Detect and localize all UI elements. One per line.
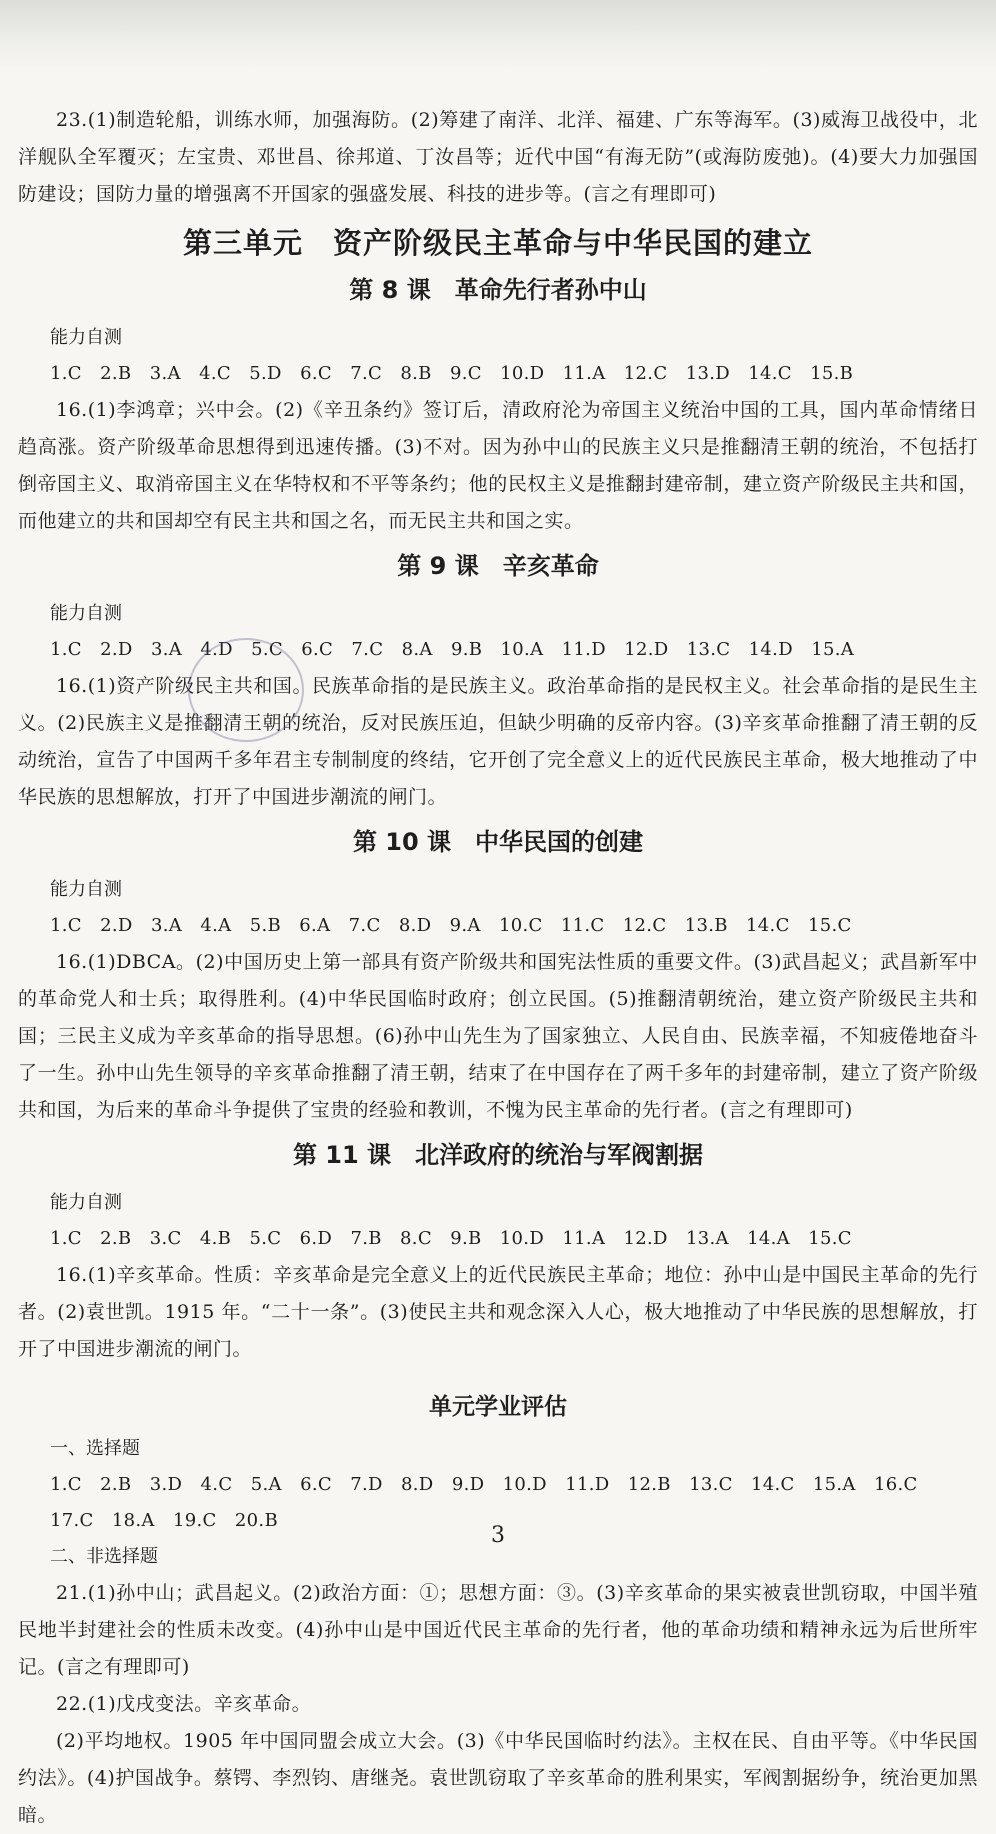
answer-22-part-1: 22.(1)戊戌变法。辛亥革命。 [56, 1693, 312, 1715]
part-one-label: 一、选择题 [50, 1438, 140, 1459]
lesson-10 [18, 820, 978, 1129]
answer-16: 16.(1)辛亥革命。性质：辛亥革命是完全意义上的近代民族民主革命；地位：孙中山是中国民主革命的先行者。(2)袁世凯。1915 年。“二十一条”。(3)使民主共和观念深入人心，极大地推动了中华民族的思想解放，打开了中国进步潮流的闸门。 [18, 1264, 978, 1360]
multiple-choice-answers: 1.C 2.D 3.A 4.A 5.B 6.A 7.C 8.D 9.A 10.C 11.C 12.C 13.B 14.C 15.C [50, 915, 852, 936]
lesson-11 [18, 1133, 978, 1368]
multiple-choice-answers: 1.C 2.B 3.A 4.C 5.D 6.C 7.C 8.B 9.C 10.D 11.A 12.C 13.D 14.C 15.B [50, 363, 854, 384]
unit-evaluation [18, 1388, 978, 1834]
section-label: 能力自测 [50, 879, 122, 900]
answer-23: 23.(1)制造轮船，训练水师，加强海防。(2)筹建了南洋、北洋、福建、广东等海军。(3)威海卫战役中，北洋舰队全军覆灭；左宝贵、邓世昌、徐邦道、丁汝昌等；近代中国“有海无防”(或海防废弛)。(4)要大力加强国防建设；国防力量的增强离不开国家的强盛发展、科技的进步等。(言之有理即可) [18, 109, 978, 205]
scan-shadow-edge [0, 0, 996, 70]
section-label: 能力自测 [50, 603, 122, 624]
multiple-choice-answers: 1.C 2.D 3.A 4.D 5.C 6.C 7.C 8.A 9.B 10.A 11.D 12.D 13.C 14.D 15.A [50, 639, 855, 660]
section-label: 能力自测 [50, 327, 122, 348]
part-two-label: 二、非选择题 [50, 1546, 158, 1567]
answer-21: 21.(1)孙中山；武昌起义。(2)政治方面：①；思想方面：③。(3)辛亥革命的果实被袁世凯窃取，中国半殖民地半封建社会的性质未改变。(4)孙中山是中国近代民主革命的先行者，他的革命功绩和精神永远为后世所牢记。(言之有理即可) [18, 1582, 978, 1678]
lesson-title: 第 10 课 中华民国的创建 [352, 828, 644, 856]
answer-22-part-2: (2)平均地权。1905 年中国同盟会成立大会。(3)《中华民国临时约法》。主权在民、自由平等。《中华民国约法》。(4)护国战争。蔡锷、李烈钧、唐继尧。袁世凯窃取了辛亥革命的胜利果实，军阀割据纷争，统治更加黑暗。 [18, 1730, 978, 1826]
library-stamp [188, 638, 304, 742]
lesson-8 [18, 268, 978, 540]
answer-16: 16.(1)DBCA。(2)中国历史上第一部具有资产阶级共和国宪法性质的重要文件。(3)武昌起义；武昌新军中的革命党人和士兵；取得胜利。(4)中华民国临时政府；创立民国。(5)推翻清朝统治，建立资产阶级民主共和国；三民主义成为辛亥革命的指导思想。(6)孙中山先生为了国家独立、人民自由、民族幸福，不知疲倦地奋斗了一生。孙中山先生领导的辛亥革命推翻了清王朝，结束了在中国存在了两千多年的封建帝制，建立了资产阶级共和国，为后来的革命斗争提供了宝贵的经验和教训，不愧为民主革命的先行者。(言之有理即可) [18, 951, 978, 1121]
unit-title: 第三单元 资产阶级民主革命与中华民国的建立 [182, 226, 813, 260]
lesson-title: 第 9 课 辛亥革命 [397, 552, 599, 580]
section-label: 能力自测 [50, 1192, 122, 1213]
lesson-title: 第 11 课 北洋政府的统治与军阀割据 [292, 1141, 704, 1169]
multiple-choice-answers: 1.C 2.B 3.C 4.B 5.C 6.D 7.B 8.C 9.B 10.D 11.A 12.D 13.A 14.A 15.C [50, 1228, 852, 1249]
answer-16: 16.(1)李鸿章；兴中会。(2)《辛丑条约》签订后，清政府沦为帝国主义统治中国的工具，国内革命情绪日趋高涨。资产阶级革命思想得到迅速传播。(3)不对。因为孙中山的民族主义只是推翻清王朝的统治，不包括打倒帝国主义、取消帝国主义在华特权和不平等条约；他的民权主义是推翻封建帝制，建立资产阶级民主共和国，而他建立的共和国却空有民主共和国之名，而无民主共和国之实。 [18, 399, 978, 532]
page-content [18, 102, 978, 1834]
lesson-9 [18, 544, 978, 816]
evaluation-title: 单元学业评估 [429, 1394, 567, 1420]
page-number: 3 [491, 1523, 505, 1548]
answer-16: 16.(1)资产阶级民主共和国。民族革命指的是民族主义。政治革命指的是民权主义。社会革命指的是民生主义。(2)民族主义是推翻清王朝的统治，反对民族压迫，但缺少明确的反帝内容。(3)辛亥革命推翻了清王朝的反动统治，宣告了中国两千多年君主专制制度的终结，它开创了完全意义上的近代民族民主革命，极大地推动了中华民族的思想解放，打开了中国进步潮流的闸门。 [18, 675, 978, 808]
lesson-title: 第 8 课 革命先行者孙中山 [349, 276, 647, 304]
multiple-choice-answers: 1.C 2.B 3.D 4.C 5.A 6.C 7.D 8.D 9.D 10.D 11.D 12.B 13.C 14.C 15.A 16.C 17.C 18.A 19.C 20.B [50, 1474, 936, 1531]
